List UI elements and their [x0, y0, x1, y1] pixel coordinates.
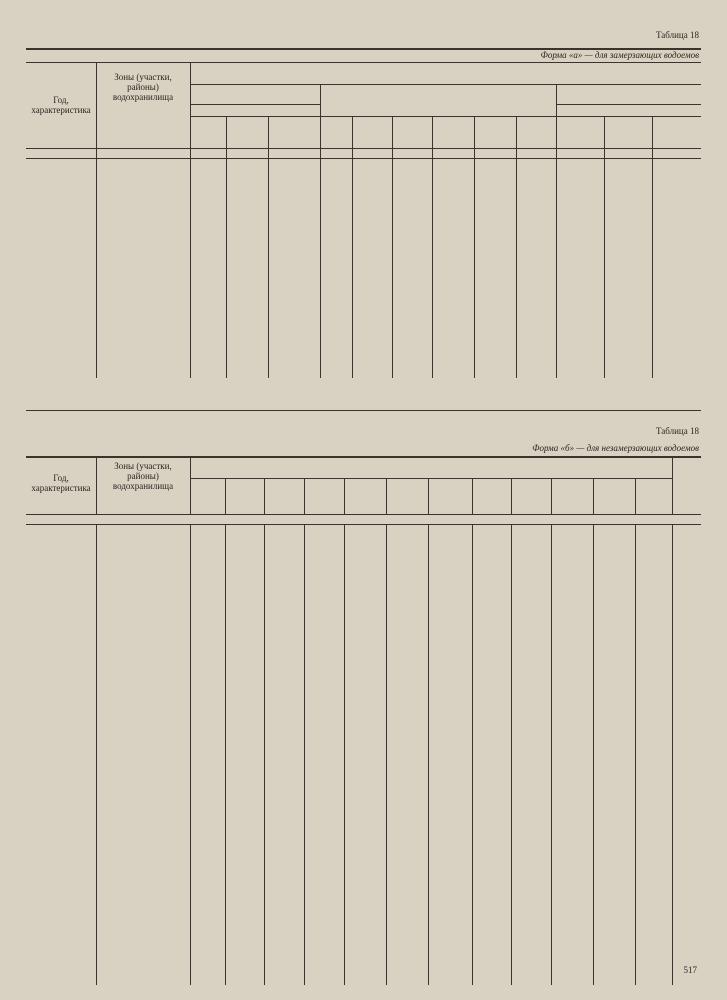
table-a-body-col-rule	[268, 158, 269, 378]
table-a-dec1-month-rule	[190, 116, 320, 117]
table-b-header-bottom-rule	[26, 514, 701, 515]
table-a-form-label: Форма «а» — для замерзающих водоемов	[540, 50, 699, 60]
table-a-header-rule	[26, 62, 701, 63]
table-b-body-col-rule	[386, 524, 387, 985]
table-a-col-rule	[190, 62, 191, 158]
page-number: 517	[683, 965, 697, 975]
table-b-col-rule	[344, 478, 345, 514]
table-a-body-col-rule	[652, 158, 653, 378]
table-b-body-col-rule	[511, 524, 512, 985]
table-b-temp-rule	[190, 478, 672, 479]
table-a-header-zone: Зоны (участки, районы) водохранилища	[112, 72, 174, 102]
table-a-body-col-rule	[516, 158, 517, 378]
table-a-dec2-sub-rule	[556, 104, 701, 105]
table-b-body-col-rule	[264, 524, 265, 985]
table-b-col-rule	[551, 478, 552, 514]
table-b-body-col-rule	[96, 524, 97, 985]
table-b-col-rule	[472, 478, 473, 514]
table-a-col-rule	[96, 62, 97, 158]
table-a-temp-rule	[190, 84, 701, 85]
table-b-numbers-rule	[26, 524, 701, 525]
table-b-col-rule	[672, 456, 673, 514]
table-a-numbers-rule	[26, 158, 701, 159]
table-b-col-rule	[635, 478, 636, 514]
table-a-col-rule	[516, 116, 517, 158]
table-a-header-year: Год, характеристика	[31, 95, 91, 115]
table-a-dec1-sub-rule	[190, 104, 320, 105]
table-a-title: Таблица 18	[656, 30, 699, 40]
table-b-body-col-rule	[551, 524, 552, 985]
table-b-title: Таблица 18	[656, 426, 699, 436]
table-b-col-rule	[386, 478, 387, 514]
table-a-col-rule	[268, 116, 269, 158]
table-a-body-col-rule	[96, 158, 97, 378]
table-a-col-rule	[320, 116, 321, 158]
table-a-body-col-rule	[352, 158, 353, 378]
table-b-col-rule	[225, 478, 226, 514]
table-b-form-label: Форма «б» — для незамерзающих водоемов	[532, 443, 699, 453]
table-b-body-col-rule	[304, 524, 305, 985]
table-a-body-col-rule	[474, 158, 475, 378]
table-b-col-rule	[264, 478, 265, 514]
table-b-col-rule	[511, 478, 512, 514]
table-a-body-col-rule	[392, 158, 393, 378]
table-b-col-rule	[190, 456, 191, 514]
table-b-body-col-rule	[190, 524, 191, 985]
table-a-body-col-rule	[226, 158, 227, 378]
table-b-top-rule	[26, 456, 701, 458]
table-a-col-rule	[556, 116, 557, 158]
table-b-header-annual	[678, 464, 696, 510]
table-b-body-col-rule	[672, 524, 673, 985]
table-b-col-rule	[428, 478, 429, 514]
table-b-header-year: Год, характеристика	[31, 473, 91, 493]
table-a-body-col-rule	[604, 158, 605, 378]
table-a-month-rule	[320, 116, 556, 117]
table-b-body-col-rule	[344, 524, 345, 985]
table-a-body-col-rule	[556, 158, 557, 378]
table-a-col-rule	[226, 116, 227, 158]
table-b-body-col-rule	[593, 524, 594, 985]
table-a-body-col-rule	[320, 158, 321, 378]
table-a-col-rule	[474, 116, 475, 158]
table-b-col-rule	[593, 478, 594, 514]
table-b-body-col-rule	[428, 524, 429, 985]
table-a-body-col-rule	[432, 158, 433, 378]
table-b-col-rule	[96, 456, 97, 514]
table-a-bottom-rule	[26, 410, 701, 411]
table-a-col-rule	[604, 116, 605, 158]
table-a-dec2-month-rule	[556, 116, 701, 117]
table-a-col-rule	[652, 116, 653, 158]
table-b-body-col-rule	[225, 524, 226, 985]
table-a-header-bottom-rule	[26, 148, 701, 149]
table-b-header-zone: Зоны (участки, районы) водохранилища	[112, 461, 174, 491]
table-a-col-rule	[392, 116, 393, 158]
table-b-col-rule	[304, 478, 305, 514]
table-a-body-col-rule	[190, 158, 191, 378]
table-a-col-rule	[432, 116, 433, 158]
table-b-body-col-rule	[635, 524, 636, 985]
table-b-body-col-rule	[472, 524, 473, 985]
table-a-col-rule	[352, 116, 353, 158]
